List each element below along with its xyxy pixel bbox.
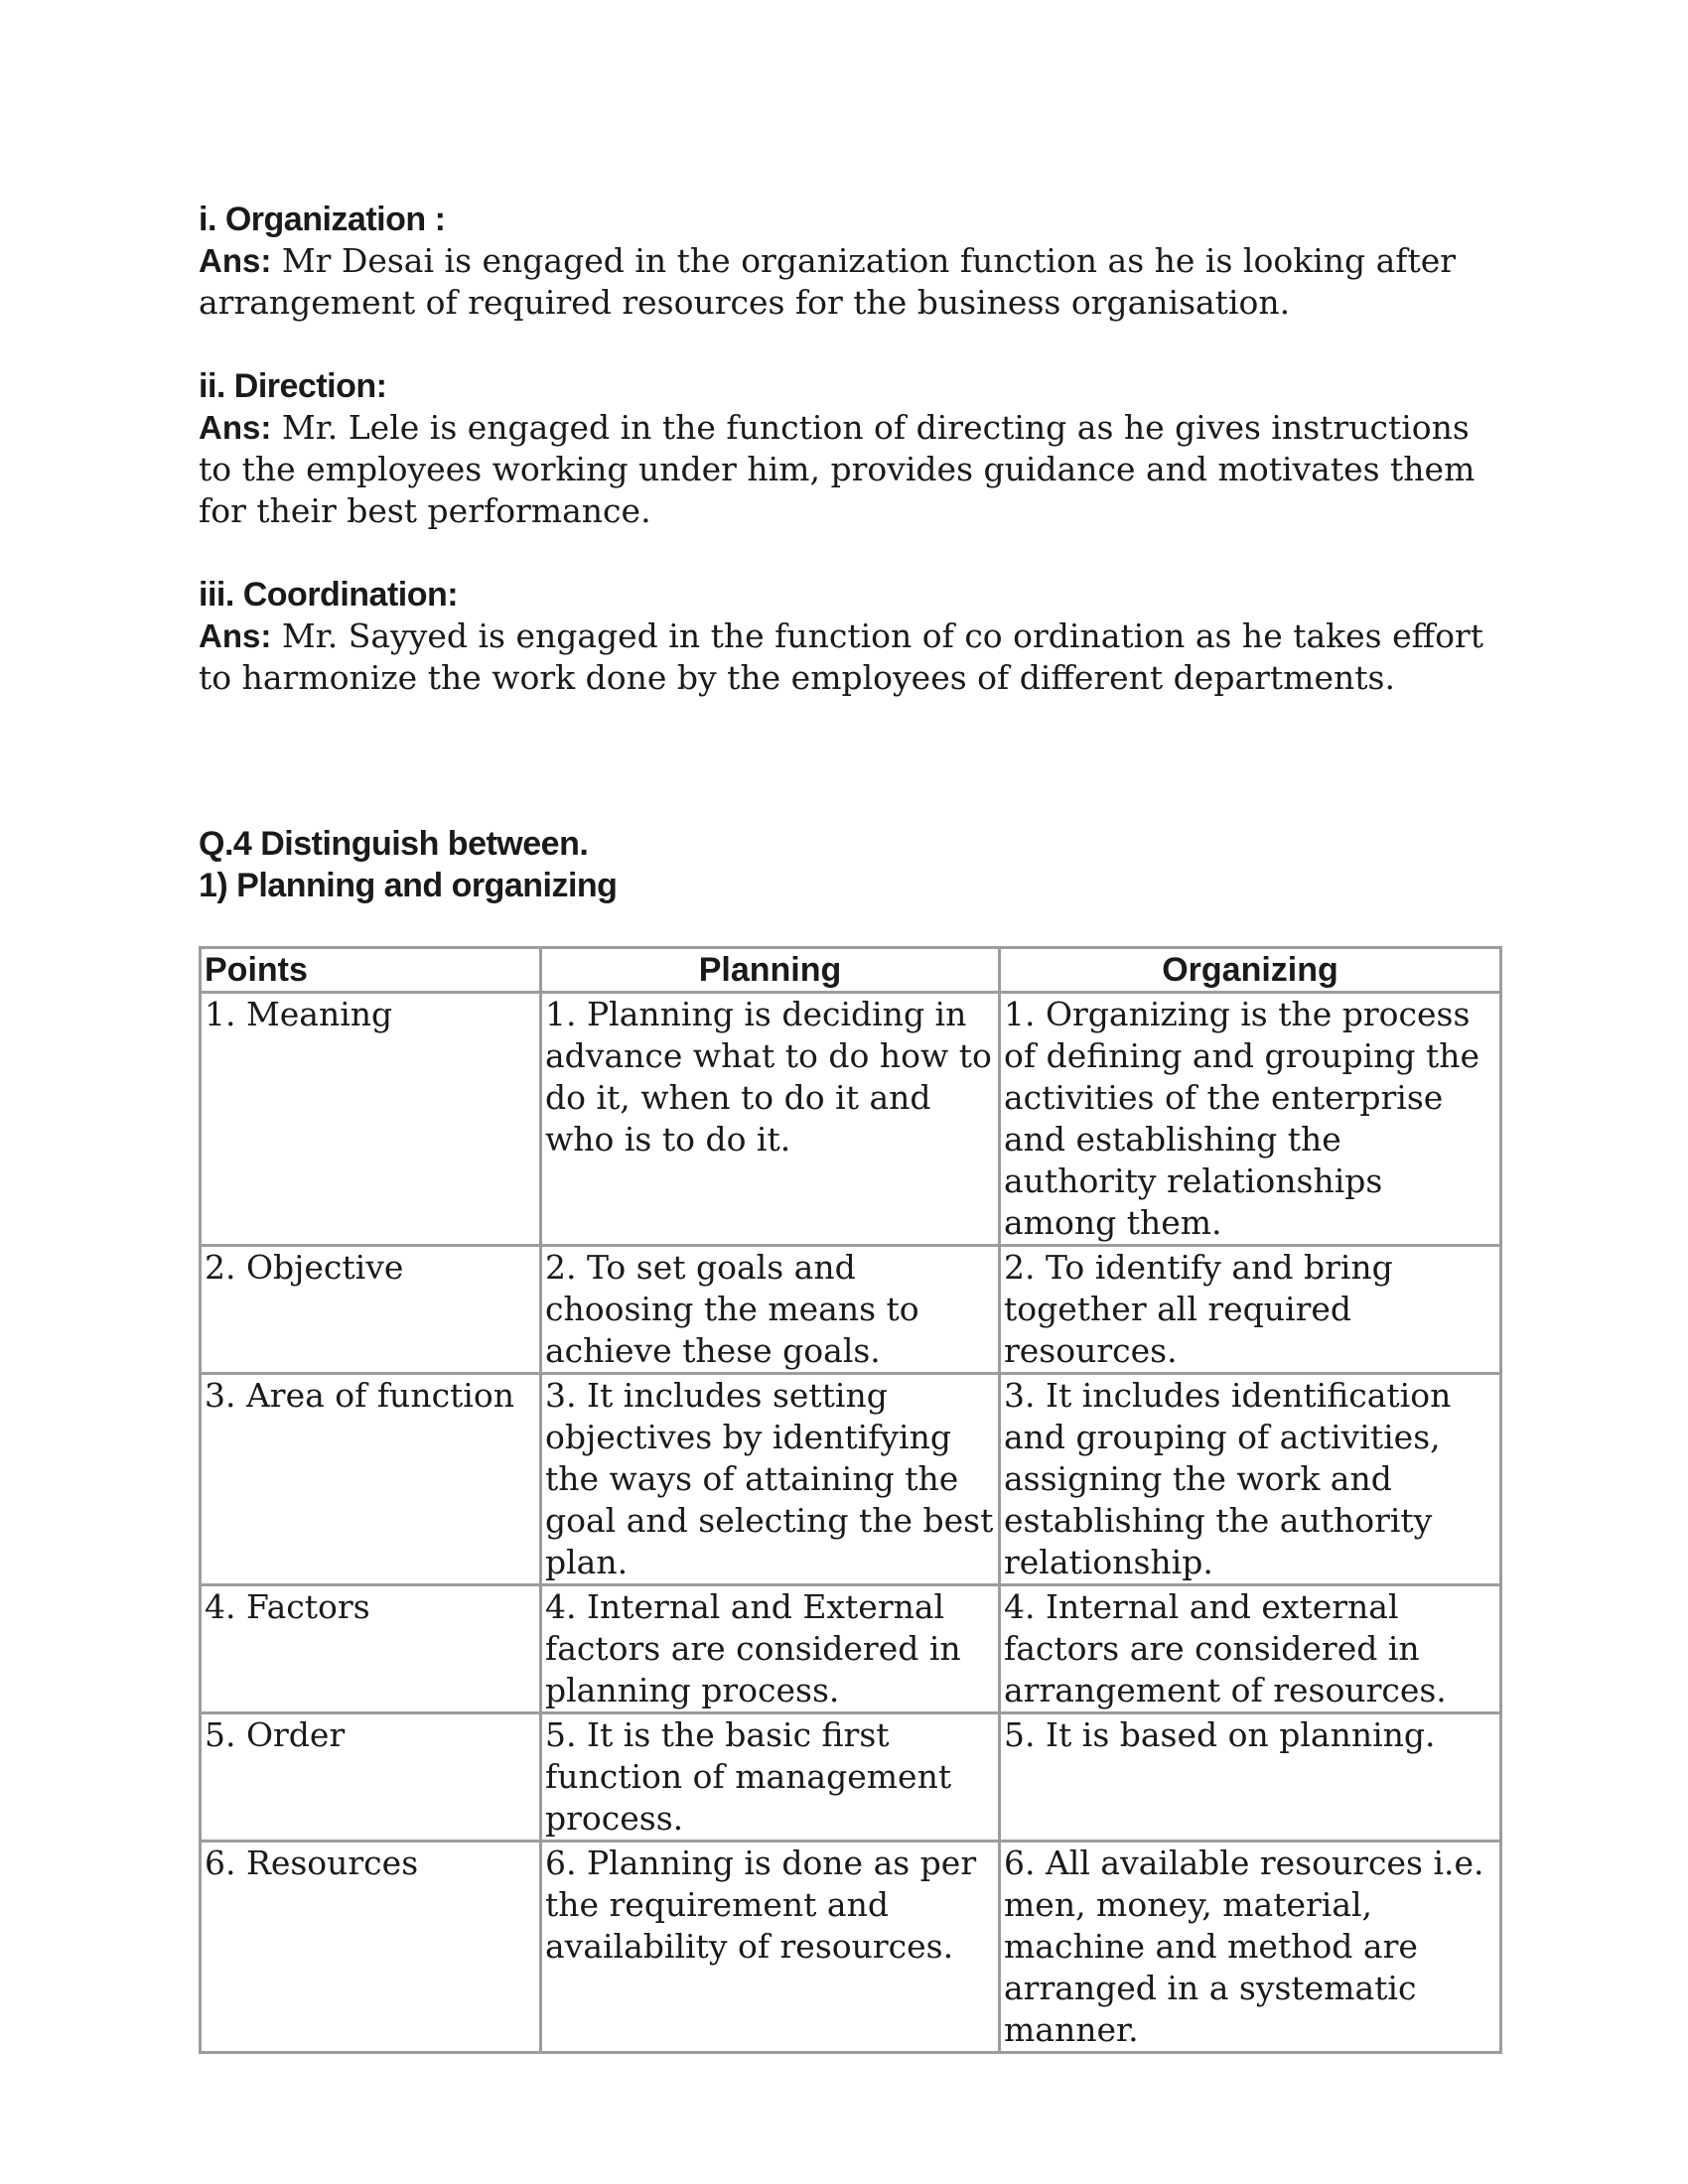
table-cell-organizing: 6. All available resources i.e. men, money, material, machine and method are arranged in a systematic manner.	[1000, 1842, 1501, 2053]
table-cell-point: 2. Objective	[201, 1246, 541, 1374]
answer-paragraph	[199, 240, 1499, 324]
table-row	[201, 1585, 1501, 1713]
table-cell-organizing: 2. To identify and bring together all required resources.	[1000, 1246, 1501, 1374]
answer-text: Mr. Sayyed is engaged in the function of co ordination as he takes effort to harmonize the work done by the employees of different departments.	[199, 616, 1483, 697]
table-header-row	[201, 948, 1501, 993]
table-cell-organizing: 3. It includes identification and grouping of activities, assigning the work and establishing the authority relationship.	[1000, 1374, 1501, 1585]
answer-section-organization	[199, 199, 1499, 324]
answer-section-direction	[199, 365, 1499, 532]
table-cell-organizing: 1. Organizing is the process of defining and grouping the activities of the enterprise and establishing the authority relationships among them.	[1000, 993, 1501, 1246]
table-cell-organizing: 5. It is based on planning.	[1000, 1713, 1501, 1842]
question-block	[199, 823, 1499, 2054]
table-cell-organizing: 4. Internal and external factors are considered in arrangement of resources.	[1000, 1585, 1501, 1713]
table-cell-point: 6. Resources	[201, 1842, 541, 2053]
comparison-table	[199, 946, 1502, 2054]
table-cell-planning: 2. To set goals and choosing the means to achieve these goals.	[541, 1246, 1000, 1374]
table-cell-point: 1. Meaning	[201, 993, 541, 1246]
table-cell-point: 5. Order	[201, 1713, 541, 1842]
document-content	[199, 199, 1499, 2054]
table-cell-point: 3. Area of function	[201, 1374, 541, 1585]
section-heading: ii. Direction:	[199, 367, 387, 405]
header-planning: Planning	[541, 948, 1000, 993]
answer-paragraph	[199, 407, 1499, 532]
table-cell-planning: 4. Internal and External factors are considered in planning process.	[541, 1585, 1000, 1713]
answer-text: Mr Desai is engaged in the organization function as he is looking after arrangement of required resources for the business organisation.	[199, 241, 1457, 322]
table-cell-point: 4. Factors	[201, 1585, 541, 1713]
table-row	[201, 1246, 1501, 1374]
table-cell-planning: 5. It is the basic first function of management process.	[541, 1713, 1000, 1842]
ans-label: Ans:	[199, 617, 272, 654]
section-heading: iii. Coordination:	[199, 576, 459, 614]
answer-section-coordination	[199, 574, 1499, 699]
section-heading: i. Organization :	[199, 201, 446, 238]
ans-label: Ans:	[199, 409, 272, 446]
answer-text: Mr. Lele is engaged in the function of directing as he gives instructions to the employees working under him, provides guidance and motivates them for their best performance.	[199, 408, 1476, 530]
table-row	[201, 1713, 1501, 1842]
table-cell-planning: 6. Planning is done as per the requirement and availability of resources.	[541, 1842, 1000, 2053]
header-points: Points	[201, 948, 541, 993]
table-row	[201, 1374, 1501, 1585]
ans-label: Ans:	[199, 242, 272, 279]
question-subtitle: 1) Planning and organizing	[199, 867, 618, 904]
table-row	[201, 1842, 1501, 2053]
header-organizing: Organizing	[1000, 948, 1501, 993]
table-cell-planning: 3. It includes setting objectives by identifying the ways of attaining the goal and selecting the best plan.	[541, 1374, 1000, 1585]
question-title: Q.4 Distinguish between.	[199, 825, 589, 863]
table-cell-planning: 1. Planning is deciding in advance what to do how to do it, when to do it and who is to do it.	[541, 993, 1000, 1246]
table-row	[201, 993, 1501, 1246]
answer-paragraph	[199, 615, 1499, 699]
